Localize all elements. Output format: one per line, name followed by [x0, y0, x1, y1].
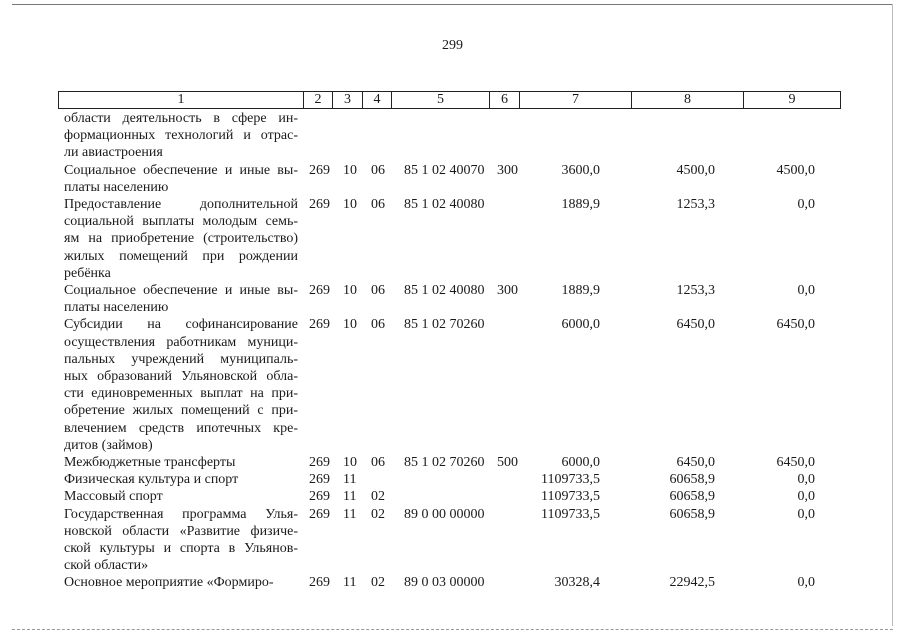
- column-header-9: 9: [744, 92, 841, 109]
- description-line: Межбюджетные трансферты: [64, 454, 236, 470]
- row-description: [64, 162, 298, 196]
- subsection: 02: [371, 506, 385, 522]
- section: 10: [343, 282, 357, 298]
- subsection: 06: [371, 196, 385, 212]
- row-description: [64, 454, 298, 471]
- column-header-2: 2: [304, 92, 333, 109]
- amount-col9: 0,0: [797, 196, 815, 212]
- section: 10: [343, 317, 357, 333]
- section: 11: [343, 489, 357, 505]
- table-row: [0, 196, 905, 282]
- section: 11: [343, 575, 357, 591]
- subsection: 06: [371, 162, 385, 178]
- description-line: ской области»: [64, 558, 149, 574]
- admin-code: 269: [309, 489, 330, 505]
- description-line: платы населению: [64, 179, 169, 195]
- admin-code: 269: [309, 196, 330, 212]
- description-line: обретение жилых помещений с при-: [64, 403, 298, 419]
- description-line: сти единовременных выплат на при-: [64, 386, 298, 402]
- admin-code: 269: [309, 472, 330, 488]
- admin-code: 269: [309, 506, 330, 522]
- row-description: [64, 574, 298, 591]
- table-row: [0, 488, 905, 505]
- amount-col8: 6450,0: [676, 317, 715, 333]
- row-description: [64, 282, 298, 316]
- table-row: [0, 110, 905, 162]
- row-description: [64, 316, 298, 454]
- column-header-5: 5: [392, 92, 490, 109]
- target-article: 85 1 02 70260: [404, 454, 485, 470]
- table-row: [0, 454, 905, 471]
- column-header-1: 1: [59, 92, 304, 109]
- target-article: 85 1 02 40080: [404, 282, 485, 298]
- expense-type: 500: [497, 454, 518, 470]
- amount-col7: 1889,9: [561, 196, 600, 212]
- column-header-7: 7: [520, 92, 632, 109]
- description-line: Физическая культура и спорт: [64, 472, 239, 488]
- admin-code: 269: [309, 162, 330, 178]
- table-row: [0, 471, 905, 488]
- description-line: осуществления работникам муници-: [64, 334, 298, 350]
- column-header-8: 8: [632, 92, 744, 109]
- description-line: влечением средств ипотечных кре-: [64, 420, 298, 436]
- description-line: Предоставление дополнительной: [64, 196, 298, 212]
- description-line: дитов (займов): [64, 437, 153, 453]
- amount-col9: 0,0: [797, 575, 815, 591]
- row-description: [64, 196, 298, 282]
- row-description: [64, 488, 298, 505]
- amount-col7: 1109733,5: [541, 489, 600, 505]
- amount-col9: 0,0: [797, 506, 815, 522]
- admin-code: 269: [309, 282, 330, 298]
- amount-col9: 4500,0: [776, 162, 815, 178]
- amount-col7: 1109733,5: [541, 506, 600, 522]
- target-article: 85 1 02 70260: [404, 317, 485, 333]
- target-article: 85 1 02 40080: [404, 196, 485, 212]
- table-row: [0, 316, 905, 454]
- amount-col8: 22942,5: [669, 575, 715, 591]
- amount-col7: 1109733,5: [541, 472, 600, 488]
- table-row: [0, 162, 905, 196]
- description-line: пальных учреждений муниципаль-: [64, 351, 298, 367]
- column-header-6: 6: [490, 92, 520, 109]
- target-article: 85 1 02 40070: [404, 162, 485, 178]
- description-line: платы населению: [64, 300, 169, 316]
- amount-col7: 3600,0: [561, 162, 600, 178]
- amount-col7: 6000,0: [561, 317, 600, 333]
- section: 11: [343, 506, 357, 522]
- page-frame-top: [12, 4, 893, 5]
- page-frame-bottom: [12, 629, 893, 630]
- column-header-4: 4: [363, 92, 392, 109]
- amount-col7: 30328,4: [554, 575, 600, 591]
- subsection: 02: [371, 489, 385, 505]
- section: 10: [343, 454, 357, 470]
- amount-col8: 4500,0: [676, 162, 715, 178]
- row-description: [64, 506, 298, 575]
- amount-col8: 6450,0: [676, 454, 715, 470]
- admin-code: 269: [309, 575, 330, 591]
- description-line: новской области «Развитие физиче-: [64, 523, 298, 539]
- column-header-row: [59, 92, 841, 109]
- table-row: [0, 574, 905, 591]
- description-line: Государственная программа Улья-: [64, 506, 298, 522]
- subsection: 06: [371, 454, 385, 470]
- description-line: Социальное обеспечение и иные вы-: [64, 282, 298, 298]
- subsection: 06: [371, 317, 385, 333]
- description-line: социальной выплаты молодым семь-: [64, 214, 298, 230]
- row-description: [64, 471, 298, 488]
- description-line: жилых помещений при рождении: [64, 248, 298, 264]
- budget-table-body: [0, 110, 905, 592]
- section: 10: [343, 162, 357, 178]
- column-header-3: 3: [333, 92, 363, 109]
- description-line: Массовый спорт: [64, 489, 163, 505]
- amount-col8: 1253,3: [676, 196, 715, 212]
- expense-type: 300: [497, 162, 518, 178]
- amount-col7: 6000,0: [561, 454, 600, 470]
- amount-col8: 60658,9: [669, 472, 715, 488]
- description-line: Основное мероприятие «Формиро-: [64, 575, 274, 591]
- amount-col8: 60658,9: [669, 506, 715, 522]
- row-description: [64, 110, 298, 162]
- admin-code: 269: [309, 317, 330, 333]
- page-number: 299: [442, 38, 463, 53]
- description-line: ребёнка: [64, 265, 111, 281]
- target-article: 89 0 00 00000: [404, 506, 485, 522]
- description-line: ской культуры и спорта в Ульянов-: [64, 540, 298, 556]
- admin-code: 269: [309, 454, 330, 470]
- amount-col9: 0,0: [797, 489, 815, 505]
- amount-col8: 60658,9: [669, 489, 715, 505]
- description-line: области деятельность в сфере ин-: [64, 111, 298, 126]
- target-article: 89 0 03 00000: [404, 575, 485, 591]
- description-line: Субсидии на софинансирование: [64, 317, 298, 333]
- description-line: ям на приобретение (строительство): [64, 231, 298, 247]
- amount-col9: 0,0: [797, 282, 815, 298]
- section: 11: [343, 472, 357, 488]
- amount-col9: 6450,0: [776, 317, 815, 333]
- amount-col9: 6450,0: [776, 454, 815, 470]
- amount-col9: 0,0: [797, 472, 815, 488]
- subsection: 02: [371, 575, 385, 591]
- table-row: [0, 282, 905, 316]
- amount-col8: 1253,3: [676, 282, 715, 298]
- description-line: формационных технологий и отрас-: [64, 128, 298, 144]
- description-line: Социальное обеспечение и иные вы-: [64, 162, 298, 178]
- table-row: [0, 506, 905, 575]
- amount-col7: 1889,9: [561, 282, 600, 298]
- subsection: 06: [371, 282, 385, 298]
- column-header-table: [58, 91, 841, 109]
- description-line: ли авиастроения: [64, 145, 163, 161]
- section: 10: [343, 196, 357, 212]
- description-line: ных образований Ульяновской обла-: [64, 368, 298, 384]
- expense-type: 300: [497, 282, 518, 298]
